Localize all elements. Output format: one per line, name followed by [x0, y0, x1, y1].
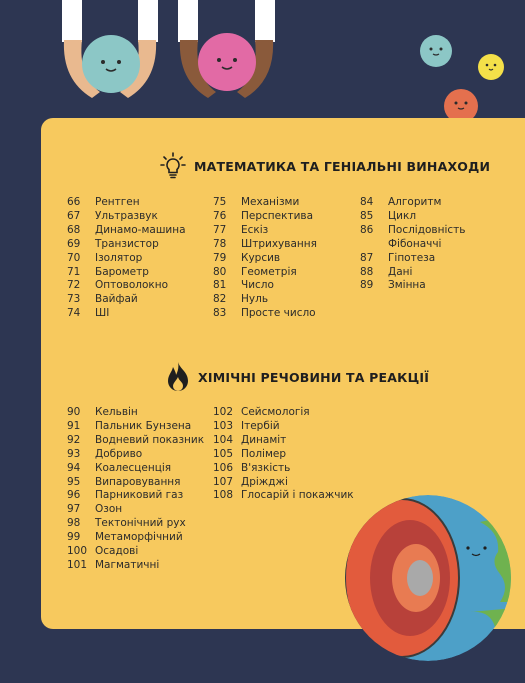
page-number: 78 — [213, 237, 227, 250]
lightbulb-icon — [160, 152, 186, 180]
page-number: 72 — [67, 279, 81, 292]
contents-entry — [360, 266, 465, 280]
page-number: 81 — [213, 279, 227, 292]
entry-label: Перспектива — [241, 209, 314, 222]
page-number: 103 — [213, 419, 234, 432]
contents-entry — [67, 307, 186, 321]
contents-entry — [213, 238, 317, 252]
contents-entry — [67, 462, 204, 476]
entry-label: В'язкість — [241, 461, 291, 474]
contents-entry — [67, 279, 186, 293]
entry-label: Випаровування — [95, 475, 181, 488]
contents-entry — [213, 434, 354, 448]
pink-planet-character — [198, 33, 256, 91]
contents-entry — [213, 266, 317, 280]
contents-entry — [360, 224, 465, 238]
entry-label: Геометрія — [241, 265, 297, 278]
entry-label: Метаморфічний — [95, 531, 183, 544]
chem-column-1 — [67, 406, 204, 573]
contents-entry — [67, 517, 204, 531]
entry-label: Дріжджі — [241, 475, 288, 488]
entry-label: Рентген — [95, 196, 140, 208]
contents-entry — [360, 196, 465, 210]
page-number: 91 — [67, 419, 81, 432]
contents-entry — [360, 279, 465, 293]
contents-entry — [213, 448, 354, 462]
contents-entry — [213, 210, 317, 224]
contents-entry — [213, 224, 317, 238]
page-number: 76 — [213, 209, 227, 222]
contents-entry — [67, 503, 204, 517]
contents-entry — [213, 307, 317, 321]
entry-label: Фібоначчі — [388, 237, 442, 250]
page-number: 96 — [67, 489, 81, 502]
contents-entry — [213, 406, 354, 420]
page-number: 82 — [213, 293, 227, 306]
page-number: 108 — [213, 489, 234, 502]
contents-entry — [67, 196, 186, 210]
page-number: 66 — [67, 196, 81, 208]
entry-label: ШІ — [95, 307, 110, 320]
contents-entry — [213, 462, 354, 476]
page-number — [360, 238, 388, 252]
entry-label: Оптоволокно — [95, 279, 169, 292]
entry-label: Сейсмологія — [241, 406, 310, 418]
small-red-planet — [444, 89, 478, 118]
math-column-2 — [213, 196, 317, 321]
page-number: 92 — [67, 433, 81, 446]
contents-entry — [67, 434, 204, 448]
contents-entry — [67, 266, 186, 280]
section-title-text: ХІМІЧНІ РЕЧОВИНИ ТА РЕАКЦІЇ — [198, 369, 430, 385]
page-number: 73 — [67, 293, 81, 306]
page-number: 83 — [213, 307, 227, 320]
page-number: 77 — [213, 223, 227, 236]
contents-entry — [213, 252, 317, 266]
contents-entry — [213, 196, 317, 210]
small-yellow-planet — [478, 54, 504, 80]
contents-entry — [67, 545, 204, 559]
page-number: 74 — [67, 307, 81, 320]
entry-label: Гіпотеза — [388, 251, 436, 264]
page-number: 101 — [67, 558, 88, 571]
page-number: 79 — [213, 251, 227, 264]
entry-label: Полімер — [241, 447, 286, 460]
contents-entry — [360, 252, 465, 266]
page-number: 85 — [360, 209, 374, 222]
page-number: 84 — [360, 196, 374, 208]
page-number: 94 — [67, 461, 81, 474]
contents-entry — [213, 420, 354, 434]
page-number: 70 — [67, 251, 81, 264]
page-number: 107 — [213, 475, 234, 488]
contents-entry — [213, 293, 317, 307]
entry-label: Добриво — [95, 447, 143, 460]
entry-label: Число — [241, 279, 274, 292]
contents-entry — [67, 476, 204, 490]
flame-icon — [166, 361, 190, 393]
small-blue-planet — [420, 35, 452, 67]
entry-label: Озон — [95, 503, 123, 516]
top-decor-characters — [0, 0, 525, 118]
contents-entry — [67, 293, 186, 307]
entry-label: Алгоритм — [388, 196, 442, 208]
entry-label: Просте число — [241, 307, 316, 320]
page-number: 69 — [67, 237, 81, 250]
entry-label: Осадові — [95, 545, 139, 558]
contents-entry — [67, 420, 204, 434]
entry-label: Механізми — [241, 196, 300, 208]
entry-label: Цикл — [388, 209, 417, 222]
page-number: 75 — [213, 196, 227, 208]
chem-column-2 — [213, 406, 354, 503]
contents-entry — [67, 489, 204, 503]
section-title-math — [160, 152, 490, 180]
entry-label: Барометр — [95, 265, 149, 278]
page-number: 98 — [67, 517, 81, 530]
entry-label: Змінна — [388, 279, 426, 292]
page-number: 93 — [67, 447, 81, 460]
math-column-1 — [67, 196, 186, 321]
page-number: 102 — [213, 406, 234, 418]
page-number: 97 — [67, 503, 81, 516]
entry-label: Магматичні — [95, 558, 160, 571]
contents-entry — [213, 476, 354, 490]
entry-label: Парниковий газ — [95, 489, 184, 502]
entry-label: Пальник Бунзена — [95, 419, 192, 432]
contents-entry — [360, 210, 465, 224]
entry-label: Дані — [388, 265, 413, 278]
section-title-chemistry — [166, 361, 429, 393]
entry-label: Тектонічний рух — [95, 517, 186, 530]
contents-entry — [213, 279, 317, 293]
page-number: 95 — [67, 475, 81, 488]
entry-label: Нуль — [241, 293, 269, 306]
page-number: 105 — [213, 447, 234, 460]
entry-label: Транзистор — [95, 237, 159, 250]
contents-entry — [67, 559, 204, 573]
contents-entry — [213, 489, 354, 503]
entry-label: Штрихування — [241, 237, 317, 250]
contents-entry — [67, 531, 204, 545]
contents-entry — [67, 252, 186, 266]
entry-label: Курсив — [241, 251, 281, 264]
page-number: 68 — [67, 223, 81, 236]
entry-label: Динамо-машина — [95, 223, 186, 236]
contents-entry — [67, 448, 204, 462]
entry-label: Коалесценція — [95, 461, 172, 474]
page-number: 67 — [67, 209, 81, 222]
math-column-3 — [360, 196, 465, 293]
page-number: 89 — [360, 279, 374, 292]
contents-entry — [67, 406, 204, 420]
earth-cross-section-character — [340, 492, 525, 662]
page-number: 71 — [67, 265, 81, 278]
entry-label: Ізолятор — [95, 251, 143, 264]
section-title-text: МАТЕМАТИКА ТА ГЕНІАЛЬНІ ВИНАХОДИ — [194, 158, 491, 174]
page-number: 104 — [213, 433, 234, 446]
entry-label: Ультразвук — [95, 209, 158, 222]
page-number: 80 — [213, 265, 227, 278]
contents-entry — [67, 210, 186, 224]
page-number: 87 — [360, 251, 374, 264]
page-number: 106 — [213, 461, 234, 474]
entry-label: Послідовність — [388, 223, 466, 236]
page-number: 90 — [67, 406, 81, 418]
entry-label: Ітербій — [241, 419, 280, 432]
entry-label: Вайфай — [95, 293, 138, 306]
entry-label: Кельвін — [95, 406, 138, 418]
entry-label: Ескіз — [241, 223, 269, 236]
contents-entry — [360, 238, 465, 252]
blue-planet-character — [82, 35, 140, 93]
page-number: 86 — [360, 223, 374, 236]
entry-label: Водневий показник — [95, 433, 205, 446]
page-number: 88 — [360, 265, 374, 278]
contents-entry — [67, 238, 186, 252]
entry-label: Динаміт — [241, 433, 287, 446]
page-number: 99 — [67, 531, 81, 544]
page-number: 100 — [67, 545, 88, 558]
entry-label: Глосарій і покажчик — [241, 489, 354, 502]
contents-entry — [67, 224, 186, 238]
